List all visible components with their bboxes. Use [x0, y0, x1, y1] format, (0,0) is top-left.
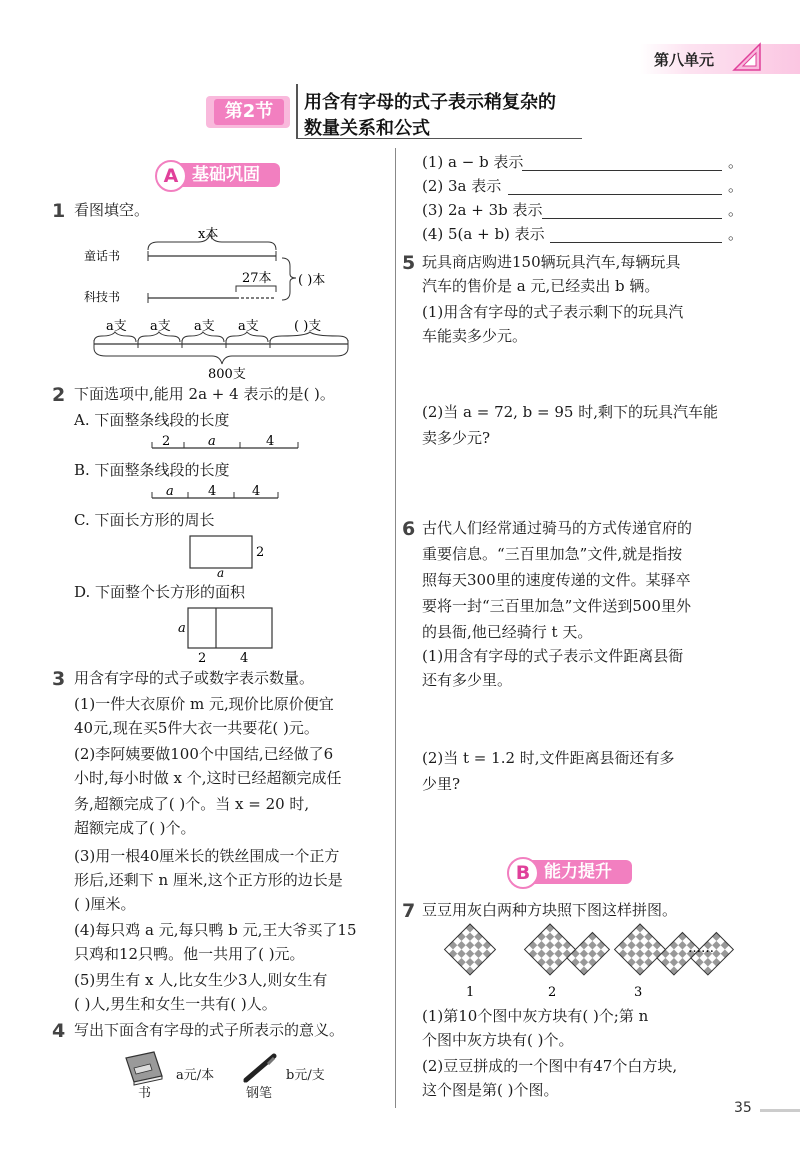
q3-line: (2)李阿姨要做100个中国结,已经做了6 — [74, 745, 334, 763]
q2-figure-a — [150, 432, 310, 454]
q1-seg2: a支 — [150, 319, 171, 334]
q5-line: 玩具商店购进150辆玩具汽车,每辆玩具 — [422, 253, 681, 271]
part-a-letter: A — [155, 160, 187, 192]
q2-figure-d — [176, 606, 286, 664]
q3-line: ( )厘米。 — [74, 895, 136, 913]
q5-line: (1)用含有字母的式子表示剩下的玩具汽 — [422, 303, 684, 321]
q1-diff-label: 27本 — [242, 271, 272, 286]
pen-label: 钢笔 — [246, 1086, 273, 1101]
q6-line: 要将一封“三百里加急”文件送到500里外 — [422, 597, 691, 615]
q4-number: 4 — [52, 1020, 66, 1042]
q6-line: 照每天300里的速度传递的文件。某驿卒 — [422, 571, 691, 589]
q7-label-1: 1 — [466, 985, 475, 1000]
q6-part2-line: 少里? — [422, 775, 461, 793]
book-price: a元/本 — [176, 1068, 215, 1083]
q1-seg1: a支 — [106, 319, 127, 334]
ruler-icon — [730, 40, 764, 74]
q7-line: 这个图是第( )个图。 — [422, 1081, 559, 1099]
q3-line: (4)每只鸡 a 元,每只鸭 b 元,王大爷买了15 — [74, 921, 357, 939]
q4-answer-line-1[interactable] — [522, 156, 722, 171]
q5-part2-line: 卖多少元? — [422, 429, 491, 447]
q3-line: 形后,还剩下 n 厘米,这个正方形的边长是 — [74, 871, 343, 889]
q2-a-label-3: 4 — [266, 434, 275, 449]
q7-line: (1)第10个图中灰方块有( )个;第 n — [422, 1007, 649, 1025]
q2-number: 2 — [52, 384, 66, 406]
q6-line: 还有多少里。 — [422, 671, 513, 689]
q7-ellipsis: …… — [688, 941, 714, 956]
q2-b-label-3: 4 — [252, 484, 261, 499]
q4-item-4: (4) 5(a + b) 表示 — [422, 225, 545, 243]
q4-item-4-end: 。 — [728, 225, 744, 243]
q2-figure-b — [150, 482, 310, 504]
q2-b-label-2: 4 — [208, 484, 217, 499]
q6-line: 重要信息。“三百里加急”文件,就是指按 — [422, 545, 683, 563]
q7-figure-3 — [615, 924, 666, 975]
q5-line: 车能卖多少元。 — [422, 327, 528, 345]
q4-item-2: (2) 3a 表示 — [422, 177, 502, 195]
q2-option-a: A. 下面整条线段的长度 — [74, 411, 230, 429]
part-a-label: 基础巩固 — [192, 165, 260, 185]
q1-seg5: ( )支 — [294, 319, 322, 334]
q1-seg4: a支 — [238, 319, 259, 334]
page-number-rule — [760, 1109, 800, 1112]
q1-blank-label: ( )本 — [298, 273, 326, 288]
q2-figure-c — [186, 532, 276, 578]
q2-a-label-2: a — [208, 434, 216, 449]
q1-figure-pens — [86, 312, 386, 382]
q1-number: 1 — [52, 200, 66, 222]
q4-item-2-end: 。 — [728, 177, 744, 195]
q4-text: 写出下面含有字母的式子所表示的意义。 — [74, 1021, 345, 1039]
part-a-pill — [158, 163, 280, 187]
q6-line: 的县衙,他已经骑行 t 天。 — [422, 623, 593, 641]
q6-number: 6 — [402, 518, 416, 540]
q2-c-label-bottom: a — [217, 566, 225, 578]
q2-c-label-side: 2 — [256, 545, 265, 560]
q3-line: 40元,现在买5件大衣一共要花( )元。 — [74, 719, 319, 737]
section-title-line2: 数量关系和公式 — [304, 118, 430, 139]
q7-figure-2 — [525, 924, 576, 975]
q7-pattern-figure — [430, 920, 740, 1000]
q7-label-2: 2 — [548, 985, 557, 1000]
q4-item-3-end: 。 — [728, 201, 744, 219]
q3-line: 务,超额完成了( )个。当 x = 20 时, — [74, 795, 310, 813]
q2-d-label-2: 4 — [240, 651, 249, 664]
q5-number: 5 — [402, 252, 416, 274]
book-label: 书 — [138, 1086, 152, 1101]
q4-answer-line-4[interactable] — [550, 228, 722, 243]
q4-item-3: (3) 2a + 3b 表示 — [422, 201, 543, 219]
q3-line: 只鸡和12只鸭。他一共用了( )元。 — [74, 945, 305, 963]
q7-line: 个图中灰方块有( )个。 — [422, 1031, 574, 1049]
part-b-label: 能力提升 — [544, 862, 612, 882]
q1-row1-label: 童话书 — [84, 249, 121, 263]
q2-option-d: D. 下面整个长方形的面积 — [74, 583, 246, 601]
q4-item-1: (1) a − b 表示 — [422, 153, 524, 171]
q3-line: (3)用一根40厘米长的铁丝围成一个正方 — [74, 847, 340, 865]
q3-line: (5)男生有 x 人,比女生少3人,则女生有 — [74, 971, 328, 989]
q1-row2-label: 科技书 — [84, 290, 121, 304]
q2-option-c: C. 下面长方形的周长 — [74, 511, 215, 529]
section-badge: 第2节 — [214, 99, 284, 125]
q3-text: 用含有字母的式子或数字表示数量。 — [74, 669, 315, 687]
q3-line: 超额完成了( )个。 — [74, 819, 196, 837]
q7-figure-1 — [445, 924, 496, 975]
q7-line: (2)豆豆拼成的一个图中有47个白方块, — [422, 1057, 678, 1075]
q6-part2-line: (2)当 t = 1.2 时,文件距离县衙还有多 — [422, 749, 675, 767]
q3-line: (1)一件大衣原价 m 元,现价比原价便宜 — [74, 695, 334, 713]
book-icon — [120, 1050, 166, 1086]
q4-item-1-end: 。 — [728, 153, 744, 171]
q1-figure-books — [70, 226, 390, 306]
page-number: 35 — [734, 1100, 752, 1116]
q4-answer-line-2[interactable] — [508, 180, 722, 195]
q1-text: 看图填空。 — [74, 201, 150, 219]
part-b-letter: B — [507, 857, 539, 889]
q2-d-label-1: 2 — [198, 651, 207, 664]
q7-label-3: 3 — [634, 985, 643, 1000]
q2-text: 下面选项中,能用 2a + 4 表示的是( )。 — [74, 385, 335, 403]
q1-total: 800支 — [208, 367, 246, 382]
q7-number: 7 — [402, 900, 416, 922]
section-title-line1: 用含有字母的式子表示稍复杂的 — [304, 92, 556, 113]
q2-d-label-side: a — [178, 621, 186, 636]
q2-a-label-1: 2 — [162, 434, 171, 449]
unit-label: 第八单元 — [654, 51, 715, 69]
q7-text: 豆豆用灰白两种方块照下图这样拼图。 — [422, 901, 678, 919]
q3-number: 3 — [52, 668, 66, 690]
q5-line: 汽车的售价是 a 元,已经卖出 b 辆。 — [422, 277, 660, 295]
pen-price: b元/支 — [286, 1068, 325, 1083]
q2-b-label-1: a — [166, 484, 174, 499]
q5-part2-line: (2)当 a = 72, b = 95 时,剩下的玩具汽车能 — [422, 403, 719, 421]
pen-icon — [240, 1050, 280, 1086]
q6-line: (1)用含有字母的式子表示文件距离县衙 — [422, 647, 684, 665]
column-divider — [395, 148, 396, 1108]
q4-answer-line-3[interactable] — [542, 204, 722, 219]
q2-option-b: B. 下面整条线段的长度 — [74, 461, 230, 479]
part-b-pill — [510, 860, 632, 884]
q1-seg3: a支 — [194, 319, 215, 334]
q3-line: 小时,每小时做 x 个,这时已经超额完成任 — [74, 769, 342, 787]
q6-line: 古代人们经常通过骑马的方式传递官府的 — [422, 519, 693, 537]
q1-top-label: x本 — [198, 227, 219, 242]
q3-line: ( )人,男生和女生一共有( )人。 — [74, 995, 277, 1013]
